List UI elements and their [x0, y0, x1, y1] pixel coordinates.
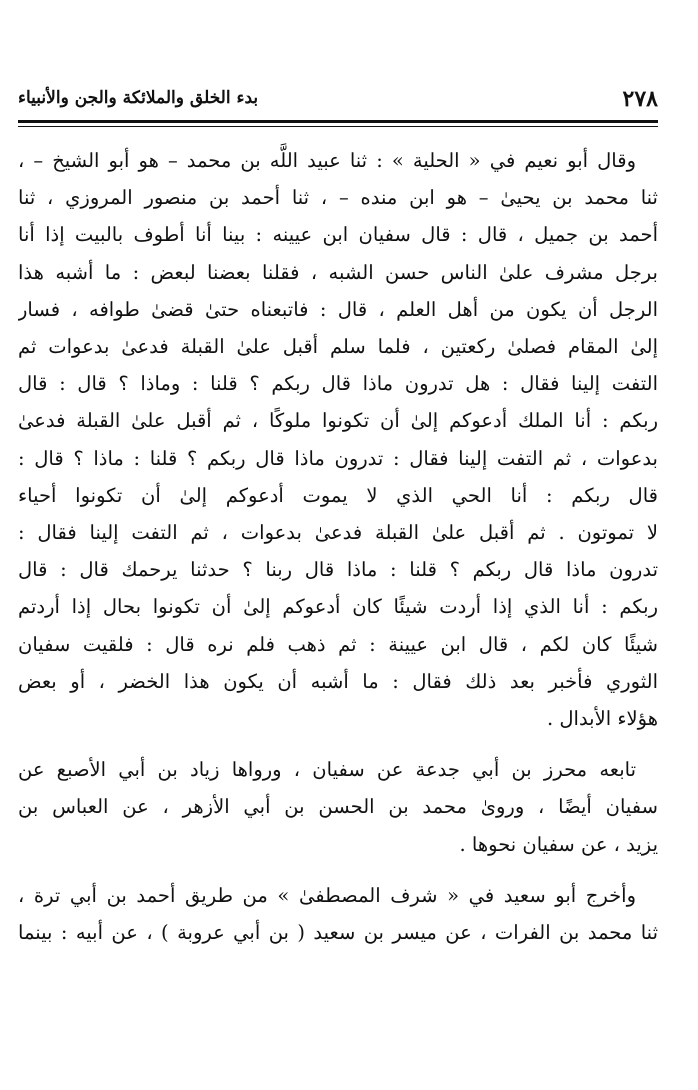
- text-line: ثنا محمد بن يحيىٰ – هو ابن منده – ، ثنا أحمد بن منصور المروزي ، ثنا: [18, 186, 658, 210]
- text-line: تابعه محرز بن أبي جدعة عن سفيان ، ورواها زياد بن أبي الأصبع عن: [18, 758, 636, 782]
- text-line: يزيد ، عن سفيان نحوها .: [459, 832, 658, 856]
- text-line: ربكم : أنا الذي إذا أردت شيئًا كان أدعوكم إلىٰ أن تكونوا بحال إذا أردتم: [18, 595, 658, 619]
- text-line: ربكم : أنا الملك أدعوكم إلىٰ أن تكونوا ملوكًا ، ثم أقبل علىٰ القبلة فدعىٰ: [18, 409, 658, 433]
- text-line: شيئًا كان لكم ، قال ابن عيينة : ثم ذهب فلم نره قال : فلقيت سفيان: [18, 632, 658, 656]
- text-line: سفيان أيضًا ، وروىٰ محمد بن الحسن بن أبي الأزهر ، عن العباس بن: [18, 795, 658, 819]
- text-line: قال ربكم : أنا الحي الذي لا يموت أدعوكم إلىٰ أن تكونوا أحياء: [18, 483, 658, 507]
- text-line: الثوري فأخبر بعد ذلك فقال : ما أشبه أن يكون هذا الخضر ، أو بعض: [18, 669, 658, 693]
- text-line: لا تموتون . ثم أقبل علىٰ القبلة فدعىٰ بدعوات ، ثم التفت إلينا فقال :: [18, 521, 658, 545]
- text-line: بدعوات ، ثم التفت إلينا فقال : تدرون ماذا قال ربكم ؟ قلنا : ماذا ؟ قال :: [18, 446, 658, 470]
- header-rule-thin: [18, 126, 658, 127]
- page-body: [18, 142, 658, 951]
- text-line: وقال أبو نعيم في « الحلية » : ثنا عبيد اللَّه بن محمد – هو أبو الشيخ – ،: [18, 149, 636, 172]
- paragraph-hilya-narration: [18, 142, 658, 737]
- text-line: التفت إلينا فقال : هل تدرون ماذا قال ربكم ؟ قلنا : وماذا ؟ قال : قال: [18, 372, 658, 396]
- text-line: وأخرج أبو سعيد في « شرف المصطفىٰ » من طريق أحمد بن أبي ترة ،: [18, 883, 636, 907]
- text-line: هؤلاء الأبدال .: [546, 707, 658, 731]
- text-line: تدرون ماذا قال ربكم ؟ قلنا : ماذا قال ربنا ؟ حدثنا يرحمك قال : قال: [18, 558, 658, 582]
- paragraph-sharaf-al-mustafa: [18, 877, 658, 951]
- page-header: [18, 82, 658, 122]
- paragraph-follow-up: [18, 751, 658, 863]
- running-title: بدء الخلق والملائكة والجن والأنبياء: [18, 88, 259, 108]
- text-line: الرجل أن يكون من أهل العلم ، قال : فاتبعناه حتىٰ قضىٰ طوافه ، فسار: [18, 297, 658, 321]
- page-number: ٢٧٨: [622, 86, 658, 112]
- text-line: إلىٰ المقام فصلىٰ ركعتين ، فلما سلم أقبل علىٰ القبلة فدعىٰ بدعوات ثم: [18, 335, 658, 359]
- text-line: ثنا محمد بن الفرات ، عن ميسر بن سعيد ( بن أبي عروبة ) ، عن أبيه : بينما: [18, 921, 658, 945]
- text-line: برجل مشرف علىٰ الناس حسن الشبه ، فقلنا بعضنا لبعض : ما أشبه هذا: [18, 260, 658, 284]
- text-line: أحمد بن جميل ، قال : قال سفيان ابن عيينه : بينا أنا أطوف بالبيت إذا أنا: [18, 223, 658, 247]
- header-rule-thick: [18, 120, 658, 123]
